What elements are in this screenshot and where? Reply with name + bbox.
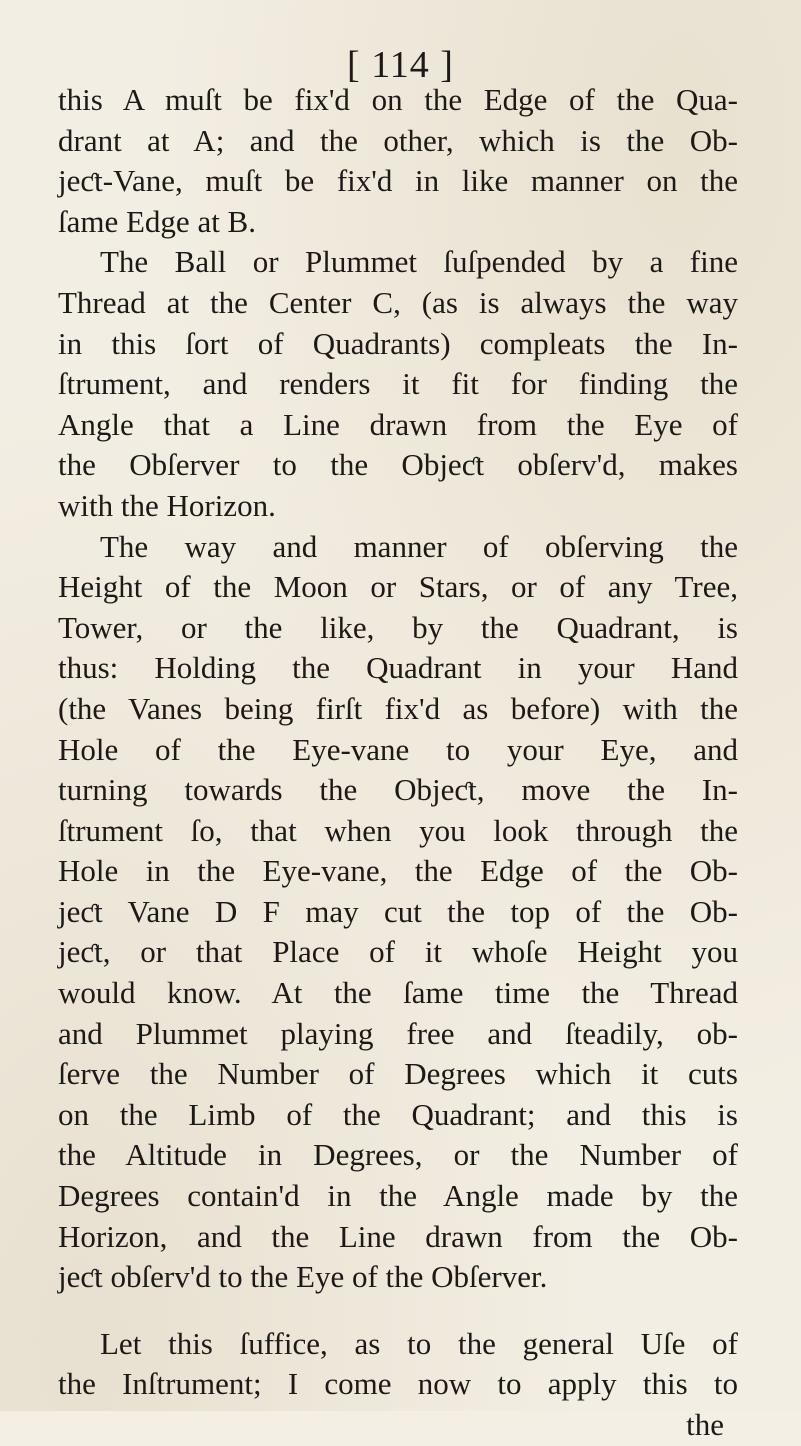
text-line: on the Limb of the Quadrant; and this is	[58, 1096, 738, 1132]
paragraph-1	[58, 80, 738, 242]
text-line: ſtrument, and renders it fit for finding the	[58, 366, 738, 402]
text-line: in this ſort of Quadrants) compleats the In-	[58, 325, 738, 361]
text-block	[58, 80, 738, 1446]
text-line: with the Horizon.	[58, 487, 276, 523]
paragraph-4	[58, 1324, 738, 1405]
text-line: and Plummet playing free and ſteadily, ob-	[58, 1015, 738, 1051]
text-line: jeƈt-Vane, muſt be fix'd in like manner on the	[58, 163, 738, 199]
text-line: turning towards the Objeƈt, move the In-	[58, 772, 738, 808]
text-line: jeƈt, or that Place of it whoſe Height you	[58, 934, 738, 970]
text-line: Angle that a Line drawn from the Eye of	[58, 406, 738, 442]
text-line: the Obſerver to the Objeƈt obſerv'd, makes	[58, 447, 738, 483]
text-line: The way and manner of obſerving the	[100, 528, 738, 564]
text-line: the Inſtrument; I come now to apply this to	[58, 1366, 738, 1402]
text-line: Horizon, and the Line drawn from the Ob-	[58, 1218, 738, 1254]
text-line: drant at A; and the other, which is the Ob-	[58, 122, 738, 158]
text-line: ſame Edge at B.	[58, 203, 256, 239]
text-line: Tower, or the like, by the Quadrant, is	[58, 609, 738, 645]
paragraph-2	[58, 242, 738, 526]
text-line: this A muſt be fix'd on the Edge of the Qua-	[58, 82, 738, 117]
page-number: [ 114 ]	[347, 44, 454, 86]
text-line: Height of the Moon or Stars, or of any Tree,	[58, 569, 738, 605]
text-line: Hole of the Eye-vane to your Eye, and	[58, 731, 738, 767]
text-line: ſerve the Number of Degrees which it cuts	[58, 1056, 738, 1092]
text-line: Hole in the Eye-vane, the Edge of the Ob-	[58, 853, 738, 889]
paragraph-gap	[58, 1298, 738, 1324]
catchword: the	[686, 1407, 724, 1442]
text-line: Let this ſuffice, as to the general Uſe of	[100, 1325, 738, 1361]
text-line: the Altitude in Degrees, or the Number of	[58, 1137, 738, 1173]
text-line: thus: Holding the Quadrant in your Hand	[58, 650, 738, 686]
paragraph-3	[58, 527, 738, 1298]
text-line: jeƈt Vane D F may cut the top of the Ob-	[58, 893, 738, 929]
text-line: (the Vanes being firſt fix'd as before) with the	[58, 690, 738, 726]
text-line: would know. At the ſame time the Thread	[58, 975, 738, 1011]
text-line: The Ball or Plummet ſuſpended by a fine	[100, 244, 738, 280]
text-line: Thread at the Center C, (as is always the way	[58, 284, 738, 320]
text-line: jeƈt obſerv'd to the Eye of the Obſerver.	[58, 1259, 548, 1295]
text-line: Degrees contain'd in the Angle made by the	[58, 1178, 738, 1214]
text-line: ſtrument ſo, that when you look through the	[58, 812, 738, 848]
